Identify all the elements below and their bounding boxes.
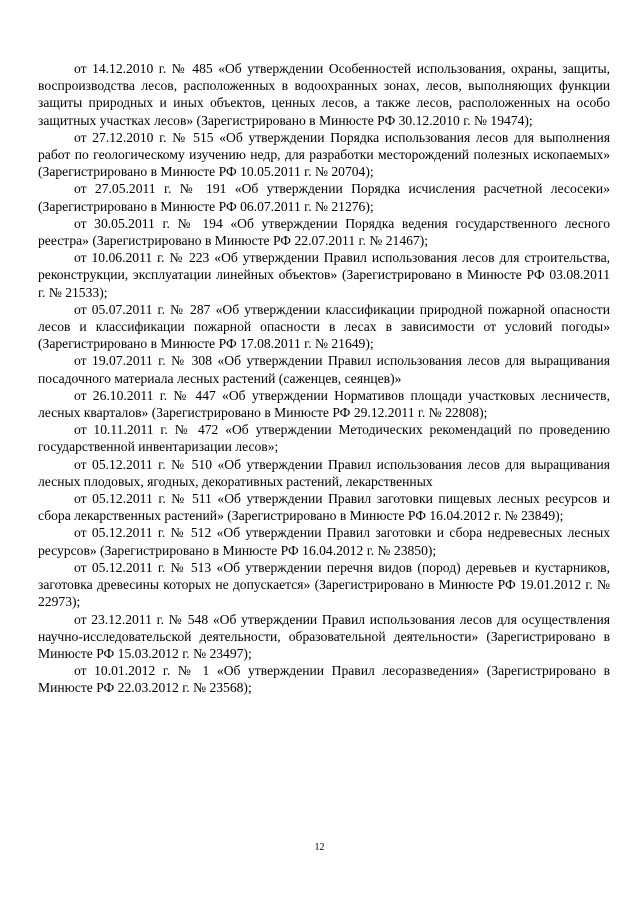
paragraph-12: от 05.12.2011 г. № 512 «Об утверждении Правил заготовки и сбора недревесных лесных ресурсов» (Зарегистрировано в Минюсте РФ 16.04.2012 г. № 23850);	[38, 525, 610, 558]
paragraph-1: от 14.12.2010 г. № 485 «Об утверждении Особенностей использования, охраны, защиты, воспроизводства лесов, расположенных в водоохранных зонах, лесов, выполняющих функции защиты природных и иных объектов, ценных лесов, а также лесов, расположенных на особо защитных участках лесов» (Зарегистрировано в Минюсте РФ 30.12.2010 г. № 19474);	[38, 61, 610, 128]
paragraph-2: от 27.12.2010 г. № 515 «Об утверждении Порядка использования лесов для выполнения работ по геологическому изучению недр, для разработки месторождений полезных ископаемых» (Зарегистрировано в Минюсте РФ 10.05.2011 г. № 20704);	[38, 129, 610, 180]
paragraph-14: от 23.12.2011 г. № 548 «Об утверждении Правил использования лесов для осуществления научно-исследовательской деятельности, образовательной деятельности» (Зарегистрировано в Минюсте РФ 15.03.2012 г. № 23497);	[38, 611, 610, 661]
paragraph-4: от 30.05.2011 г. № 194 «Об утверждении Порядка ведения государственного лесного реестра» (Зарегистрировано в Минюсте РФ 22.07.2011 г. № 21467);	[38, 215, 610, 249]
paragraph-9: от 10.11.2011 г. № 472 «Об утверждении Методических рекомендаций по проведению государственной инвентаризации лесов»;	[38, 422, 610, 455]
paragraph-8: от 26.10.2011 г. № 447 «Об утверждении Нормативов площади участковых лесничеств, лесных кварталов» (Зарегистрировано в Минюсте РФ 29.12.2011 г. № 22808);	[38, 387, 610, 421]
page-number: 12	[314, 842, 325, 853]
paragraph-3: от 27.05.2011 г. № 191 «Об утверждении Порядка исчисления расчетной лесосеки» (Зарегистрировано в Минюсте РФ 06.07.2011 г. № 21276);	[38, 181, 610, 214]
paragraph-5: от 10.06.2011 г. № 223 «Об утверждении Правил использования лесов для строительства, реконструкции, эксплуатации линейных объектов» (Зарегистрировано в Минюсте РФ 03.08.2011 г. № 21533);	[38, 250, 610, 300]
paragraph-6: от 05.07.2011 г. № 287 «Об утверждении классификации природной пожарной опасности лесов и классификации пожарной опасности в лесах в зависимости от условий погоды» (Зарегистрировано в Минюсте РФ 17.08.2011 г. № 21649);	[38, 301, 610, 352]
paragraph-7: от 19.07.2011 г. № 308 «Об утверждении Правил использования лесов для выращивания посадочного материала лесных растений (саженцев, сеянцев)»	[38, 353, 610, 386]
document-body	[38, 60, 610, 697]
paragraph-13: от 05.12.2011 г. № 513 «Об утверждении перечня видов (пород) деревьев и кустарников, заготовка древесины которых не допускается» (Зарегистрировано в Минюсте РФ 19.01.2012 г. № 22973);	[38, 559, 610, 610]
paragraph-10: от 05.12.2011 г. № 510 «Об утверждении Правил использования лесов для выращивания лесных плодовых, ягодных, декоративных растений, лекарственных	[38, 456, 610, 489]
paragraph-11: от 05.12.2011 г. № 511 «Об утверждении Правил заготовки пищевых лесных ресурсов и сбора лекарственных растений» (Зарегистрировано в Минюсте РФ 16.04.2012 г. № 23849);	[38, 491, 610, 524]
paragraph-15: от 10.01.2012 г. № 1 «Об утверждении Правил лесоразведения» (Зарегистрировано в Минюсте РФ 22.03.2012 г. № 23568);	[38, 663, 610, 696]
